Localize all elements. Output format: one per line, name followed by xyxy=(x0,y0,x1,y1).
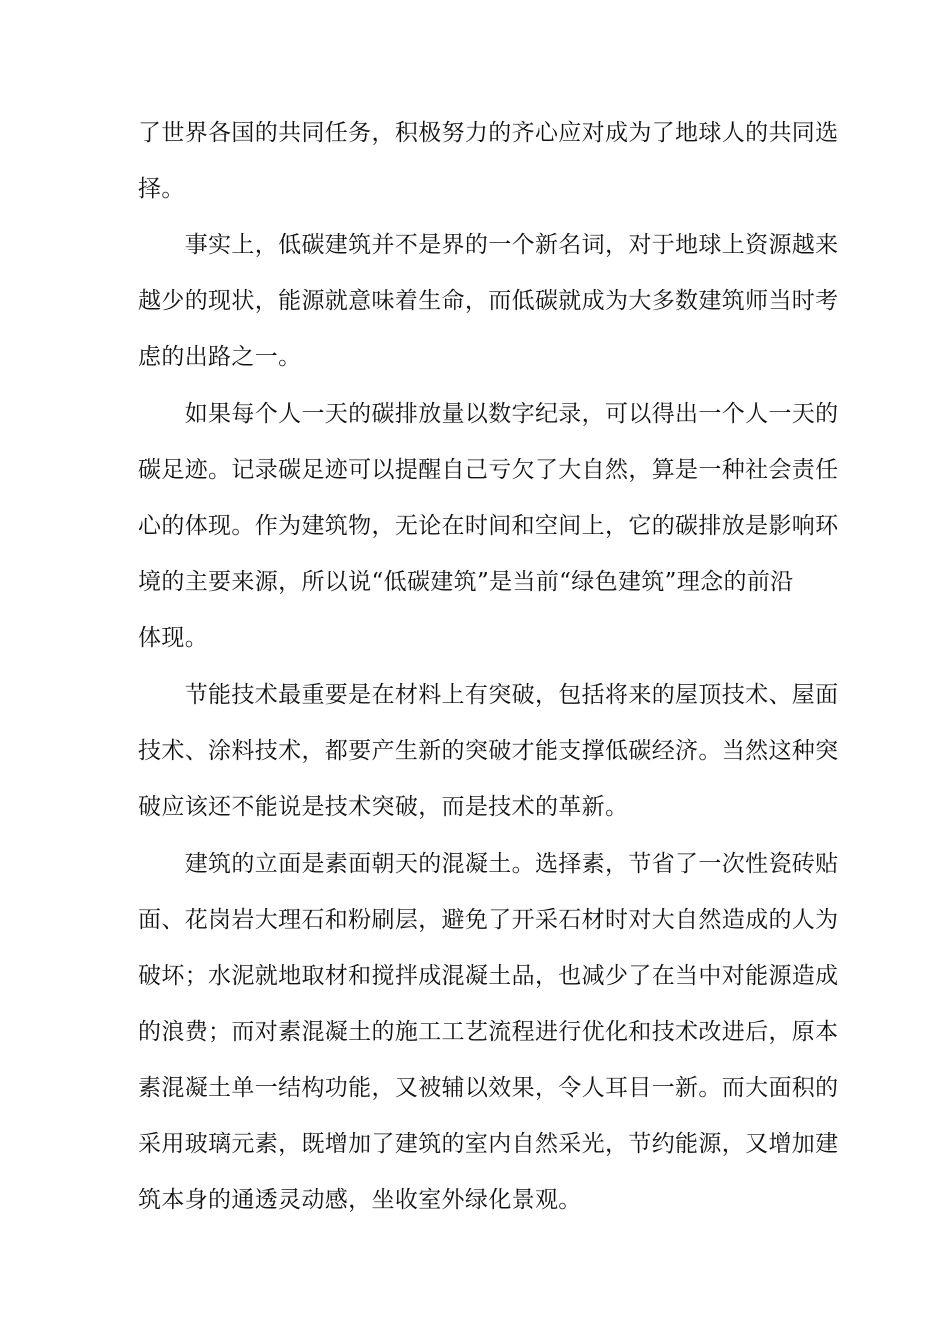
paragraph-4 xyxy=(138,680,839,823)
text-line: 事实上，低碳建筑并不是界的一个新名词，对于地球上资源越来 xyxy=(138,232,839,258)
text-line: 采用玻璃元素，既增加了建筑的室内自然采光，节约能源，又增加建 xyxy=(138,1131,839,1157)
text-line: 体现。 xyxy=(138,625,209,651)
text-line: 建筑的立面是素面朝天的混凝土。选择素，节省了一次性瓷砖贴 xyxy=(138,851,839,877)
paragraph-2 xyxy=(138,230,839,373)
text-line: 越少的现状，能源就意味着生命，而低碳就成为大多数建筑师当时考 xyxy=(138,288,839,314)
text-line: 了世界各国的共同任务，积极努力的齐心应对成为了地球人的共同选 xyxy=(138,120,839,146)
text-line: 如果每个人一天的碳排放量以数字纪录，可以得出一个人一天的 xyxy=(138,401,839,427)
text-line: 破坏；水泥就地取材和搅拌成混凝土品，也减少了在当中对能源造成 xyxy=(138,963,839,989)
text-line: 择。 xyxy=(138,176,185,202)
text-line: 心的体现。作为建筑物，无论在时间和空间上，它的碳排放是影响环 xyxy=(138,513,839,539)
text-line: 节能技术最重要是在材料上有突破，包括将来的屋顶技术、屋面 xyxy=(138,682,839,708)
text-line: 面、花岗岩大理石和粉刷层，避免了开采石材时对大自然造成的人为 xyxy=(138,907,839,933)
paragraph-1 xyxy=(138,118,839,205)
text-line: 虑的出路之一。 xyxy=(138,344,302,370)
text-line: 筑本身的通透灵动感，坐收室外绿化景观。 xyxy=(138,1187,582,1213)
paragraph-3 xyxy=(138,399,839,654)
text-line: 素混凝土单一结构功能，又被辅以效果，令人耳目一新。而大面积的 xyxy=(138,1075,839,1101)
text-line: 碳足迹。记录碳足迹可以提醒自己亏欠了大自然，算是一种社会责任 xyxy=(138,457,839,483)
paragraph-5 xyxy=(138,849,839,1216)
text-line: 破应该还不能说是技术突破，而是技术的革新。 xyxy=(138,794,629,820)
text-line: 境的主要来源，所以说“低碳建筑”是当前“绿色建筑”理念的前沿 xyxy=(138,569,794,595)
text-line: 技术、涂料技术，都要产生新的突破才能支撑低碳经济。当然这种突 xyxy=(138,738,839,764)
text-line: 的浪费；而对素混凝土的施工工艺流程进行优化和技术改进后，原本 xyxy=(138,1019,839,1045)
